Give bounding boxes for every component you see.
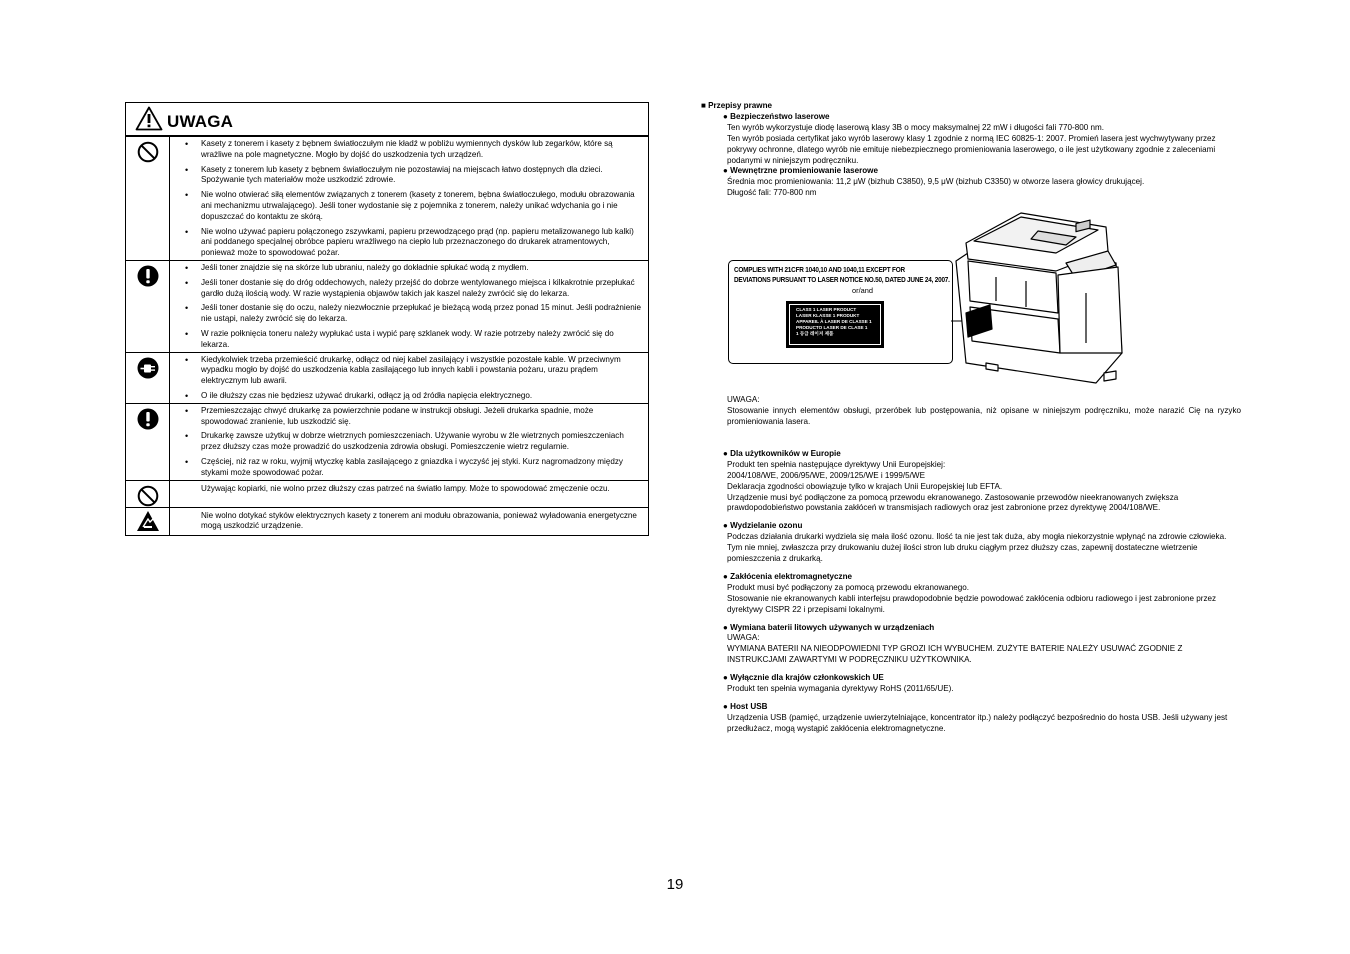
paragraph: Stosowanie innych elementów obsługi, przeróbek lub postępowania, niż opisane w niniejszym podręczniku, może narazić Cię na ryzyko promieniowania lasera.: [727, 406, 1241, 426]
list-item: • Nie wolno używać papieru połączonego zszywkami, papieru przewodzącego prąd (np. papieru metalizowanego lub kalki) ani poddanego specjalnej obróbce papieru wrażliwego na ciepło lub przeznaczonego do drukarek atramentowych, ponieważ może to spowodować pożar.: [170, 227, 642, 259]
europe-heading: ● Dla użytkowników w Europie: [723, 448, 841, 458]
caution-heading: UWAGA:: [727, 395, 760, 405]
label-line: 1 등급 레이저 제품: [796, 331, 834, 337]
list-item: • Przemieszczając chwyć drukarkę za powierzchnie podane w instrukcji obsługi. Jeżeli drukarka spadnie, może spowodować zranienie, lub uszkodzić się.: [170, 406, 642, 428]
warning-text: Nie wolno dotykać styków elektrycznych kasety z tonerem ani modułu obrazowania, ponieważ wyładowania energetyczne mogą uszkodzić urządzenie.: [201, 510, 637, 531]
list-item: • Kasety z tonerem lub kasety z bębnem światłoczułym nie pozostawiaj na miejscach łatwo dostępnych dla dzieci. Spożywanie tych materiałów może uszkodzić zdrowie.: [170, 165, 642, 187]
list-item: • W razie połknięcia toneru należy wypłukać usta i wypić parę szklanek wody. W razie potrzeby należy zwrócić się do lekarza.: [170, 329, 642, 351]
paragraph: Podczas działania drukarki wydziela się mała ilość ozonu. Ilość ta nie jest tak duża, aby mogła niekorzystnie wpłynąć na zdrowie człowieka. Tym nie mniej, zwłaszcza przy drukowaniu dużej ilości stron lub druku ciągłym przez dłuższy czas, zapewnij dostateczne wietrzenie pomieszczenia z drukarką.: [727, 532, 1227, 564]
warning-row-esd: [126, 507, 648, 536]
warning-triangle-icon: [135, 106, 163, 131]
paragraph: Deklaracja zgodności obowiązuje tylko w krajach Unii Europejskiej lub EFTA.: [727, 481, 1003, 491]
label-line: CLASS 1 LASER PRODUCT: [796, 307, 857, 313]
laser-compliance-label: [728, 260, 953, 364]
paragraph: UWAGA:: [727, 633, 760, 643]
list-item: • Jeśli toner dostanie się do dróg oddechowych, należy przejść do dobrze wentylowanego miejsca i kilkakrotnie przepłukać gardło dużą ilością wody. W razie wystąpienia objawów takich jak kaszel należy zwrócić się do lekarza.: [170, 278, 642, 300]
warning-row-handling: [126, 403, 648, 480]
paragraph: Produkt ten spełnia wymagania dyrektywy RoHS (2011/65/UE).: [727, 684, 954, 694]
list-item: • Kiedykolwiek trzeba przemieścić drukarkę, odłącz od niej kabel zasilający i wszystkie pozostałe kable. W przeciwnym wypadku mogło by dojść do uszkodzenia kabla zasilającego lub innych kabli i powstania pożaru, urazu prądem elektrycznym lub awarii.: [170, 355, 642, 387]
paragraph: Urządzenie musi być podłączone za pomocą przewodu ekranowanego. Zastosowanie przewodów nieekranowanych zwiększa prawdopodobieństwo powstania zakłóceń w transmisjach radiowych oraz jest zabronione przez dyrektywę 2004/108/WE.: [727, 492, 1179, 513]
prohibition-icon: [137, 141, 159, 163]
warning-title: UWAGA: [167, 112, 234, 131]
unplug-icon: [137, 357, 159, 379]
paragraph: Stosowanie nie ekranowanych kabli interfejsu prawdopodobnie będzie powodować zakłócenia odbioru radiowego i jest zabronione przez dyrektywy CISPR 22 i przepisami lokalnymi.: [727, 593, 1217, 614]
label-line: COMPLIES WITH 21CFR 1040,10 AND 1040,11 EXCEPT FOR: [734, 266, 905, 275]
exclamation-icon: [137, 408, 159, 430]
paragraph: 2004/108/WE, 2006/95/WE, 2009/125/WE i 1999/5/WE: [727, 470, 925, 480]
list-item: • O ile dłuższy czas nie będziesz używać drukarki, odłącz ją od źródła napięcia elektrycznego.: [170, 391, 642, 402]
list-item: • Częściej, niż raz w roku, wyjmij wtyczkę kabla zasilającego z gniazdka i wyczyść jej styki. Kurz nagromadzony między stykami może spowodować pożar.: [170, 457, 642, 479]
label-line: PRODUCTO LASER DE CLASE 1: [796, 325, 868, 331]
regulations-heading: ■ Przepisy prawne: [701, 101, 773, 110]
paragraph: Ten wyrób wykorzystuje diodę laserową klasy 3B o mocy maksymalnej 22 mW i długości fali 770-800 nm.: [727, 122, 1104, 132]
ozone-heading: ● Wydzielanie ozonu: [723, 521, 803, 531]
prohibition-icon: [137, 485, 159, 507]
internal-radiation-heading: ● Wewnętrzne promieniowanie laserowe: [723, 166, 878, 176]
regulations-section: [701, 101, 1241, 735]
label-line: DEVIATIONS PURSUANT TO LASER NOTICE NO.50, DATED JUNE 24, 2007.: [734, 276, 950, 285]
printer-illustration: [926, 203, 1131, 395]
laser-safety-heading: ● Bezpieczeństwo laserowe: [723, 111, 830, 121]
paragraph: Produkt ten spełnia następujące dyrektywy Unii Europejskiej:: [727, 459, 946, 469]
paragraph: Średnia moc promieniowania: 11,2 μW (bizhub C3850), 9,5 μW (bizhub C3350) w otworze lasera głowicy drukującej.: [727, 177, 1145, 187]
emi-heading: ● Zakłócenia elektromagnetyczne: [723, 571, 853, 581]
eu-only-heading: ● Wyłącznie dla krajów członkowskich UE: [723, 673, 884, 683]
label-line: APPAREIL À LASER DE CLASSE 1: [796, 319, 872, 325]
usb-heading: ● Host USB: [723, 702, 768, 711]
warning-row-unplug: [126, 352, 648, 403]
paragraph: Ten wyrób posiada certyfikat jako wyrób laserowy klasy 1 zgodnie z normą IEC 60825-1: 2007. Promień lasera jest wychwytywany przez pokrywy ochronne, dlatego wyrób nie emituje niebezpiecznego promieniowania laserowego, o ile jest użytkowany zgodnie z zaleceniami podanymi w niniejszym podręczniku.: [727, 133, 1216, 165]
paragraph: Długość fali: 770-800 nm: [727, 188, 817, 198]
exclamation-icon: [137, 265, 159, 287]
label-line: LASER KLASSE 1 PRODUKT: [796, 313, 860, 319]
warning-row-lamp: [126, 480, 648, 507]
warning-table: [125, 102, 649, 536]
list-item: • Nie wolno otwierać siłą elementów związanych z tonerem (kasety z tonerem, bębna światłoczułego, modułu obrazowania ani mechanizmu utrwalającego). Jeśli toner wydostanie się z pojemnika z tonerem, należy unikać wdychania go i nie dopuszczać do kontaktu ze skórą.: [170, 190, 642, 222]
warning-row-storage: [126, 136, 648, 260]
battery-heading: ● Wymiana baterii litowych używanych w urządzeniach: [723, 622, 935, 632]
paragraph: Produkt musi być podłączony za pomocą przewodu ekranowanego.: [727, 582, 970, 592]
class1-laser-label: [786, 301, 884, 348]
list-item: • Kasety z tonerem i kasety z bębnem światłoczułym nie kładź w pobliżu wymiennych dysków lub zegarków, które są wrażliwe na pole magnetyczne. Mogło by dojść do uszkodzenia tych urządzeń.: [170, 139, 642, 161]
laser-label-figure: [701, 203, 1241, 395]
page-number: 19: [666, 876, 684, 893]
label-or: or/and: [852, 286, 873, 296]
paragraph: WYMIANA BATERII NA NIEODPOWIEDNI TYP GROZI ICH WYBUCHEM. ZUŻYTE BATERIE NALEŻY USUWAĆ ZGODNIE Z INSTRUKCJAMI ZAWARTYMI W PODRĘCZNIKU UŻYTKOWNIKA.: [727, 644, 1183, 665]
list-item: • Jeśli toner dostanie się do oczu, należy niezwłocznie przepłukać je bieżącą wodą przez ponad 15 minut. Jeśli podrażnienie nie ustąpi, należy zwrócić się do lekarza.: [170, 303, 642, 325]
warning-header: [126, 103, 648, 136]
list-item: • Drukarkę zawsze użytkuj w dobrze wietrznych pomieszczeniach. Używanie wyrobu w źle wietrznych pomieszczeniach przez dłuższy czas może prowadzić do uszkodzenia zdrowia obsługi. Pomieszczenie wietrz regularnie.: [170, 431, 642, 453]
list-item: • Jeśli toner znajdzie się na skórze lub ubraniu, należy go dokładnie spłukać wodą z mydłem.: [170, 263, 642, 274]
warning-row-toner-contact: [126, 260, 648, 352]
warning-text: Używając kopiarki, nie wolno przez dłuższy czas patrzeć na światło lampy. Może to spowodować zmęczenie oczu.: [201, 483, 610, 493]
paragraph: Urządzenia USB (pamięć, urządzenie uwierzytelniające, koncentrator itp.) należy podłączyć bezpośrednio do hosta USB. Jeśli używany jest przedłużacz, mogą wystąpić zakłócenia elektromagnetyczne.: [727, 712, 1228, 733]
esd-icon: [136, 510, 160, 532]
